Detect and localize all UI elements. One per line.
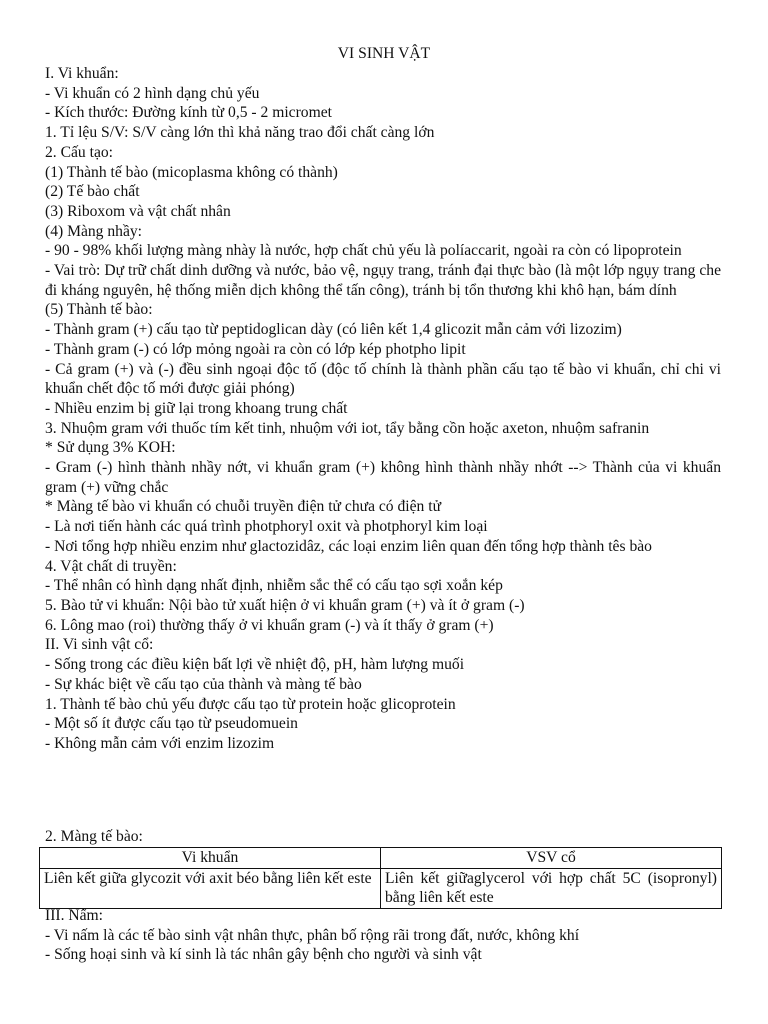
text-line: 5. Bào tử vi khuẩn: Nội bào tử xuất hiện ở vi khuẩn gram (+) và ít ở gram (-) <box>45 596 525 614</box>
text-line: - Nơi tổng hợp nhiều enzim như glactozidâz, các loại enzim liên quan đến tổng hợp thành tês bào <box>45 537 652 555</box>
text-line: - Thể nhân có hình dạng nhất định, nhiễm sắc thể có cấu tạo sợi xoắn kép <box>45 577 503 595</box>
table-header-row <box>40 848 722 869</box>
text-line: 4. Vật chất di truyền: <box>45 557 177 575</box>
table-cell: Liên kết giữa glycozit với axit béo bằng liên kết este <box>40 868 381 908</box>
table-header-cell: VSV cổ <box>381 848 722 869</box>
comparison-table <box>39 847 722 909</box>
text-line: - Nhiều enzim bị giữ lại trong khoang trung chất <box>45 399 348 417</box>
text-line: - Kích thước: Đường kính từ 0,5 - 2 micromet <box>45 104 332 122</box>
text-line: - Vi nấm là các tế bào sinh vật nhân thực, phân bố rộng rãi trong đất, nước, không khí <box>45 926 580 944</box>
text-line: - Cả gram (+) và (-) đều sinh ngoại độc tố (độc tố chính là thành phần cấu tạo tế bào vi khuẩn, chỉ chi vi khuẩn chết độc tố mới được giải phóng) <box>45 360 721 398</box>
text-line: * Sử dụng 3% KOH: <box>45 439 176 457</box>
text-line: - Sự khác biệt về cấu tạo của thành và màng tế bào <box>45 675 362 693</box>
text-line: (2) Tế bào chất <box>45 183 140 201</box>
text-line: II. Vi sinh vật cổ: <box>45 636 154 654</box>
text-line: (5) Thành tế bào: <box>45 301 153 319</box>
text-line: - Thành gram (+) cấu tạo từ peptidoglican dày (có liên kết 1,4 glicozit mẫn cảm với lizozim) <box>45 321 622 339</box>
table-row <box>40 868 722 908</box>
text-line: * Màng tế bào vi khuẩn có chuỗi truyền điện tử chưa có điện tử <box>45 498 442 516</box>
text-line: III. Nấm: <box>45 907 104 924</box>
text-line: 1. Tỉ lệu S/V: S/V càng lớn thì khả năng trao đổi chất càng lớn <box>45 124 435 142</box>
text-line: 6. Lông mao (roi) thường thấy ở vi khuẩn gram (-) và ít thấy ở gram (+) <box>45 616 494 634</box>
text-line: 1. Thành tế bào chủ yếu được cấu tạo từ protein hoặc glicoprotein <box>45 695 456 713</box>
text-line: (1) Thành tế bào (micoplasma không có thành) <box>45 163 338 181</box>
table-cell: Liên kết giữaglycerol với hợp chất 5C (isopronyl) bằng liên kết este <box>381 868 722 908</box>
text-line: - Sống trong các điều kiện bất lợi về nhiệt độ, pH, hàm lượng muối <box>45 656 465 674</box>
text-line: (4) Màng nhầy: <box>45 222 143 240</box>
text-line: - Không mẫn cảm với enzim lizozim <box>45 734 275 752</box>
text-line: (3) Riboxom và vật chất nhân <box>45 202 231 220</box>
text-line: - Sống hoại sinh và kí sinh là tác nhân gây bệnh cho người và sinh vật <box>45 946 482 964</box>
page-title: VI SINH VẬT <box>337 45 431 62</box>
text-line: - Vi khuẩn có 2 hình dạng chủ yếu <box>45 84 260 102</box>
content-section-bottom <box>45 906 721 965</box>
text-line: - 90 - 98% khối lượng màng nhày là nước, hợp chất chủ yếu là políaccarit, ngoài ra còn có lipoprotein <box>45 242 682 260</box>
content-section-top <box>45 64 721 754</box>
text-line: - Thành gram (-) có lớp mỏng ngoài ra còn có lớp kép photpho lipit <box>45 340 466 358</box>
text-line: 2. Cấu tạo: <box>45 143 113 161</box>
text-line: - Vai trò: Dự trữ chất dinh dưỡng và nước, bảo vệ, ngụy trang, tránh đại thực bào (là một lớp ngụy trang che đi kháng nguyên, hệ thống miễn dịch không thể tấn công), tránh bị tổn thương khi khô hạn, bám dính <box>45 262 721 299</box>
table-heading: 2. Màng tế bào: <box>45 828 143 845</box>
text-line: 3. Nhuộm gram với thuốc tím kết tinh, nhuộm với iot, tẩy bằng cồn hoặc axeton, nhuộm safranin <box>45 419 650 437</box>
text-line: - Là nơi tiến hành các quá trình photphoryl oxit và photphoryl kim loại <box>45 518 488 536</box>
text-line: - Một số ít được cấu tạo từ pseudomuein <box>45 715 298 733</box>
text-line: - Gram (-) hình thành nhầy nớt, vi khuẩn gram (+) không hình thành nhầy nhớt --> Thành của vi khuẩn gram (+) vững chắc <box>45 459 721 496</box>
text-line: I. Vi khuẩn: <box>45 65 119 82</box>
table-header-cell: Vi khuẩn <box>40 848 381 869</box>
